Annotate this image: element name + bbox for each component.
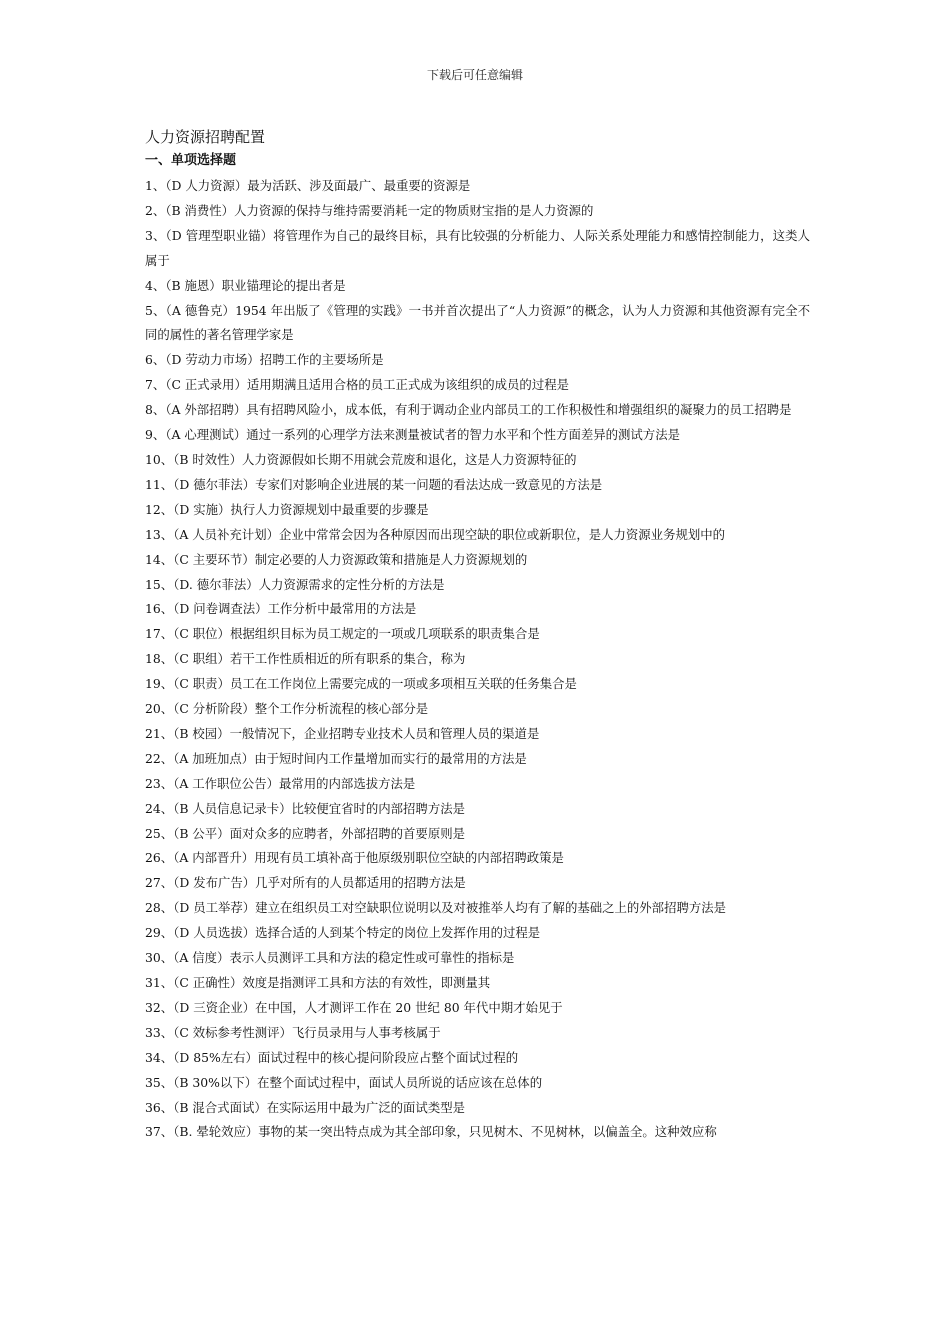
page-header-note: 下载后可任意编辑 bbox=[426, 68, 523, 82]
question-item: 28、（D 员工举荐）建立在组织员工对空缺职位说明以及对被推举人均有了解的基础之上的外部招聘方法是 bbox=[145, 900, 727, 916]
question-item: 12、（D 实施）执行人力资源规划中最重要的步骤是 bbox=[145, 501, 429, 517]
question-item: 30、（A 信度）表示人员测评工具和方法的稳定性或可靠性的指标是 bbox=[145, 950, 515, 966]
question-item: 32、（D 三资企业）在中国，人才测评工作在 20 世纪 80 年代中期才始见于 bbox=[145, 999, 563, 1015]
question-item: 1、（D 人力资源）最为活跃、涉及面最广、最重要的资源是 bbox=[145, 178, 471, 193]
question-item: 10、（B 时效性）人力资源假如长期不用就会荒废和退化，这是人力资源特征的 bbox=[145, 451, 577, 467]
question-item: 33、（C 效标参考性测评）飞行员录用与人事考核属于 bbox=[145, 1024, 441, 1040]
question-item: 15、（D. 德尔菲法）人力资源需求的定性分析的方法是 bbox=[145, 576, 445, 592]
question-item: 31、（C 正确性）效度是指测评工具和方法的有效性，即测量其 bbox=[145, 975, 491, 990]
section-heading: 一、单项选择题 bbox=[145, 153, 237, 168]
question-item: 29、（D 人员选拔）选择合适的人到某个特定的岗位上发挥作用的过程是 bbox=[145, 925, 541, 941]
question-item: 11、（D 德尔菲法）专家们对影响企业进展的某一问题的看法达成一致意见的方法是 bbox=[145, 476, 603, 492]
question-item: 20、（C 分析阶段）整个工作分析流程的核心部分是 bbox=[145, 701, 429, 717]
question-item: 16、（D 问卷调查法）工作分析中最常用的方法是 bbox=[145, 601, 417, 617]
question-item: 7、（C 正式录用）适用期满且适用合格的员工正式成为该组织的成员的过程是 bbox=[145, 377, 569, 393]
document-body bbox=[145, 126, 810, 1145]
question-item: 8、（A 外部招聘）具有招聘风险小，成本低，有利于调动企业内部员工的工作积极性和增强组织的凝聚力的员工招聘是 bbox=[145, 402, 792, 418]
question-item: 26、（A 内部晋升）用现有员工填补高于他原级别职位空缺的内部招聘政策是 bbox=[145, 850, 564, 866]
question-item: 6、（D 劳动力市场）招聘工作的主要场所是 bbox=[145, 352, 384, 368]
question-item: 27、（D 发布广告）几乎对所有的人员都适用的招聘方法是 bbox=[145, 875, 466, 891]
question-item: 3、（D 管理型职业锚）将管理作为自己的最终目标，具有比较强的分析能力、人际关系处理能力和感情控制能力，这类人属于 bbox=[145, 227, 810, 268]
question-item: 4、（B 施恩）职业锚理论的提出者是 bbox=[145, 277, 346, 293]
question-item: 9、（A 心理测试）通过一系列的心理学方法来测量被试者的智力水平和个性方面差异的测试方法是 bbox=[145, 427, 680, 443]
question-item: 14、（C 主要环节）制定必要的人力资源政策和措施是人力资源规划的 bbox=[145, 551, 528, 567]
question-item: 34、（D 85%左右）面试过程中的核心提问阶段应占整个面试过程的 bbox=[145, 1049, 519, 1065]
question-item: 19、（C 职责）员工在工作岗位上需要完成的一项或多项相互关联的任务集合是 bbox=[145, 676, 577, 692]
question-item: 2、（B 消费性）人力资源的保持与维持需要消耗一定的物质财宝指的是人力资源的 bbox=[145, 202, 594, 218]
document-title: 人力资源招聘配置 bbox=[145, 128, 266, 146]
question-item: 37、（B. 晕轮效应）事物的某一突出特点成为其全部印象，只见树木、不见树林，以偏盖全。这种效应称 bbox=[145, 1124, 717, 1140]
question-item: 18、（C 职组）若干工作性质相近的所有职系的集合，称为 bbox=[145, 651, 466, 667]
question-item: 35、（B 30%以下）在整个面试过程中，面试人员所说的话应该在总体的 bbox=[145, 1074, 543, 1090]
question-item: 36、（B 混合式面试）在实际运用中最为广泛的面试类型是 bbox=[145, 1099, 465, 1115]
question-item: 25、（B 公平）面对众多的应聘者，外部招聘的首要原则是 bbox=[145, 825, 465, 841]
question-item: 22、（A 加班加点）由于短时间内工作量增加而实行的最常用的方法是 bbox=[145, 750, 527, 766]
question-item: 17、（C 职位）根据组织目标为员工规定的一项或几项联系的职责集合是 bbox=[145, 626, 540, 642]
question-item: 23、（A 工作职位公告）最常用的内部选拔方法是 bbox=[145, 775, 416, 791]
question-item: 13、（A 人员补充计划）企业中常常会因为各种原因而出现空缺的职位或新职位，是人力资源业务规划中的 bbox=[145, 526, 726, 542]
question-item: 21、（B 校园）一般情况下，企业招聘专业技术人员和管理人员的渠道是 bbox=[145, 725, 540, 741]
question-item: 5、（A 德鲁克）1954 年出版了《管理的实践》一书并首次提出了“人力资源”的概念，认为人力资源和其他资源有完全不同的属性的著名管理学家是 bbox=[145, 302, 810, 343]
question-item: 24、（B 人员信息记录卡）比较便宜省时的内部招聘方法是 bbox=[145, 800, 465, 816]
question-list bbox=[145, 174, 810, 1145]
